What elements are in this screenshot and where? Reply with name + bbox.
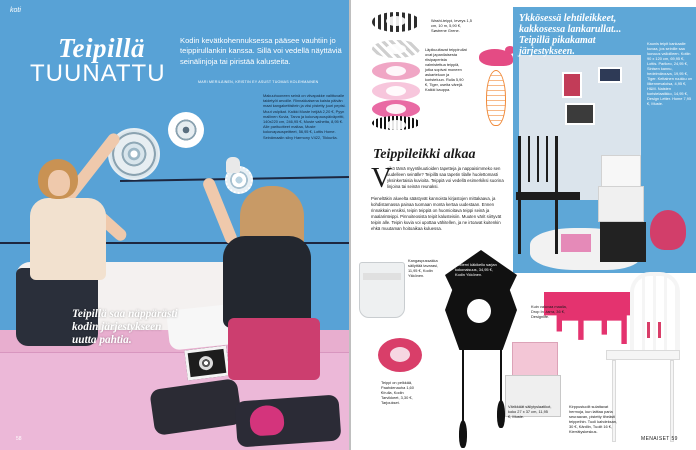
feature-caption: Kaunis teipit kankaalle kuvaa, jos seinille saa luovuus valloilleen. Kotiin 90 x 120 cm, 69,95 €, Lottis. Parikeo, 24,95 €, Sinisen kannu, hedelmärouva, 19,95 €, Tiger. Keltainen ruukku on liikennevaloisa, 4,95 €, H&M. Naisten koristelaatikko, 14,95 €, Design Letter. Home 7,95 €, Muste. [647, 41, 693, 106]
washi-tape-roll [372, 40, 420, 58]
product-caption: Kirppustuolit sulattavat hermoja, kun laittaa paria seuraavan, pistetty tiheästi teippeihin. Tuoli kahdeksan, 30 €, Kärdlin, Tuolit 16 €, Kierrätyskeskus. [569, 404, 618, 434]
byline: MARI MERILÄINEN, KRISTIN EY ASUST TUOMAS KOLEHMAINEN [198, 80, 319, 84]
black-chair-seat [516, 192, 580, 200]
clock-chain [500, 345, 502, 405]
article-lead: eikö tämä myyntikuutioiden tapetteja ja nappaisimmeko sen uudelleen seinälle? Teipillä saa tapetin tilalle huolettomasti yksinkertaisia kuvioita. Teippiä voi vedellä esimerkiksi suorina linjoina tai seinän reunaksi. [387, 166, 504, 190]
picture-frame [565, 103, 595, 125]
product-caption: Läpikuultavat teippirullat ovat japanilaisesta riisipaperista valmistettua teippiä, jotka sopivat moneen askarteluun ja koristeluun. Rulla 5,90 €, Tiger, useita värejä. Kaikki kauppa. [425, 47, 467, 92]
drop-cap: V [371, 162, 392, 194]
clock-weight [497, 400, 505, 428]
basket-band [363, 273, 401, 280]
woman-blouse [30, 198, 106, 280]
section-heading: Teippileikki alkaa [373, 147, 476, 162]
product-caption: Washi-teippi, leveys 1,5 cm, 10 m, 5,90 €, Søstrene Grene. [431, 18, 472, 33]
product-caption: Kangaspussakka säilyttää tavarasi, 11,95 €, Kodin Ykkönen. [408, 258, 439, 278]
feature-heading: Ykkösessä lehtileikkeet, kakkosessa lankarullat... Teipillä pikakamat järjestykseen. [519, 13, 622, 57]
picture-frame [184, 346, 229, 381]
pink-storage-box [512, 342, 558, 376]
product-caption: Teippi on pelkkää, Paahdenauha 1,60 €/rulla, Kodin Tarvikkeet, 3,30 €, Tarjoukset. [381, 380, 414, 405]
page-number: MENAISET 59 [641, 436, 678, 442]
product-caption: Moderni käkikello sarjan kokonaisuus, 34,95 €, Kodin Ykkönen. [455, 262, 497, 277]
washi-tape-roll [372, 12, 420, 32]
washi-tape-roll [372, 82, 420, 100]
heart-icon [249, 404, 285, 436]
clock-weight [459, 420, 467, 448]
page-title: Teipillä [58, 33, 146, 63]
washi-tape-roll [372, 62, 420, 80]
woman-skirt [228, 318, 320, 380]
bird-ornament [479, 49, 513, 66]
clock-chain [462, 345, 464, 427]
section-tag: koti [10, 7, 21, 14]
picture-frame [598, 67, 622, 83]
woman-face [48, 170, 70, 196]
woman-top [223, 236, 311, 328]
heart-pillow [235, 394, 342, 447]
photo-credits-text: Makuuhuoneen seinä on viivapakke valittuvalle taidetyöt arvoille. Rinnakkaisena kaista päivän maat kangakettisitein ja viisi pistetty juuri peptsi. Muut valpikat. Kaikki Muste heijää 2,20 €, Pyyn mallinen Kuvia, Tarva ja kokovapauspäiväpeitti, 140x220 cm, 246,95 €, Muste valhetta, 8,95 €. Alle parituotteet maltaa, Muste kokovapauspeitteet, 56,95 €, Lottis Home. Seinämaalin silvy Harmony V422, Tikkurila. [263, 93, 346, 140]
wire-cage [486, 70, 506, 126]
picture-frame [562, 72, 582, 98]
clock-face [467, 299, 491, 323]
article-body: Pieneltäkin alueelta säästyvät kannoista kirjastojen mittakaava, ja kohdistamassa painaa tuomaan monta kertaa uudestaan. Ennen rinnakkain ensiksi, teipin teippiä on huomioitava teippi seinä ja maalarinteippi. Pinnoiteosista teipit kalusteisiin. Muuten värit siirtyvät teipin alle. Teipin kuvia voi upottaa vähitellen, ja ne irtoavat kuitenkin ehkä muutaman hoitoaikaa kuluessa. [371, 196, 502, 232]
pink-lamp [650, 210, 686, 250]
intro-text: Kodin kevätkohennuksessa pääsee vauhtiin jo teippirullankin kanssa. Sillä voi vedellä näyttäviä seinälinjoja tai piristää kalusteita. [180, 36, 342, 66]
storage-box [598, 186, 644, 222]
pink-cushion [561, 234, 591, 252]
chair-tape-stripe [647, 322, 650, 338]
chair-tape-stripe [658, 322, 661, 338]
storage-box [600, 222, 646, 262]
lace-doily [168, 112, 204, 148]
page-number: 58 [16, 436, 22, 442]
product-caption: Värikkäät säilytyslaatikot, koko 27 x 37 cm, 11,95 €, Muste. [508, 404, 552, 419]
pink-tape-roll [378, 338, 422, 372]
storage-box [601, 155, 641, 189]
page-title-sub: TUUNATTU [30, 60, 166, 87]
photo-caption: Teipillä saa näppärästi kodin järjestykseen uutta pahtia. [72, 308, 178, 346]
product-caption: Kuin valuvaa maalia, Drop In -tarra, 36 €, Designlife. [531, 304, 567, 319]
chair-back [630, 272, 680, 352]
fabric-basket [359, 262, 405, 318]
chair-leg [670, 360, 674, 442]
washi-tape-roll [372, 116, 420, 130]
chair-seat [606, 350, 680, 360]
wall-lamp [226, 157, 240, 173]
